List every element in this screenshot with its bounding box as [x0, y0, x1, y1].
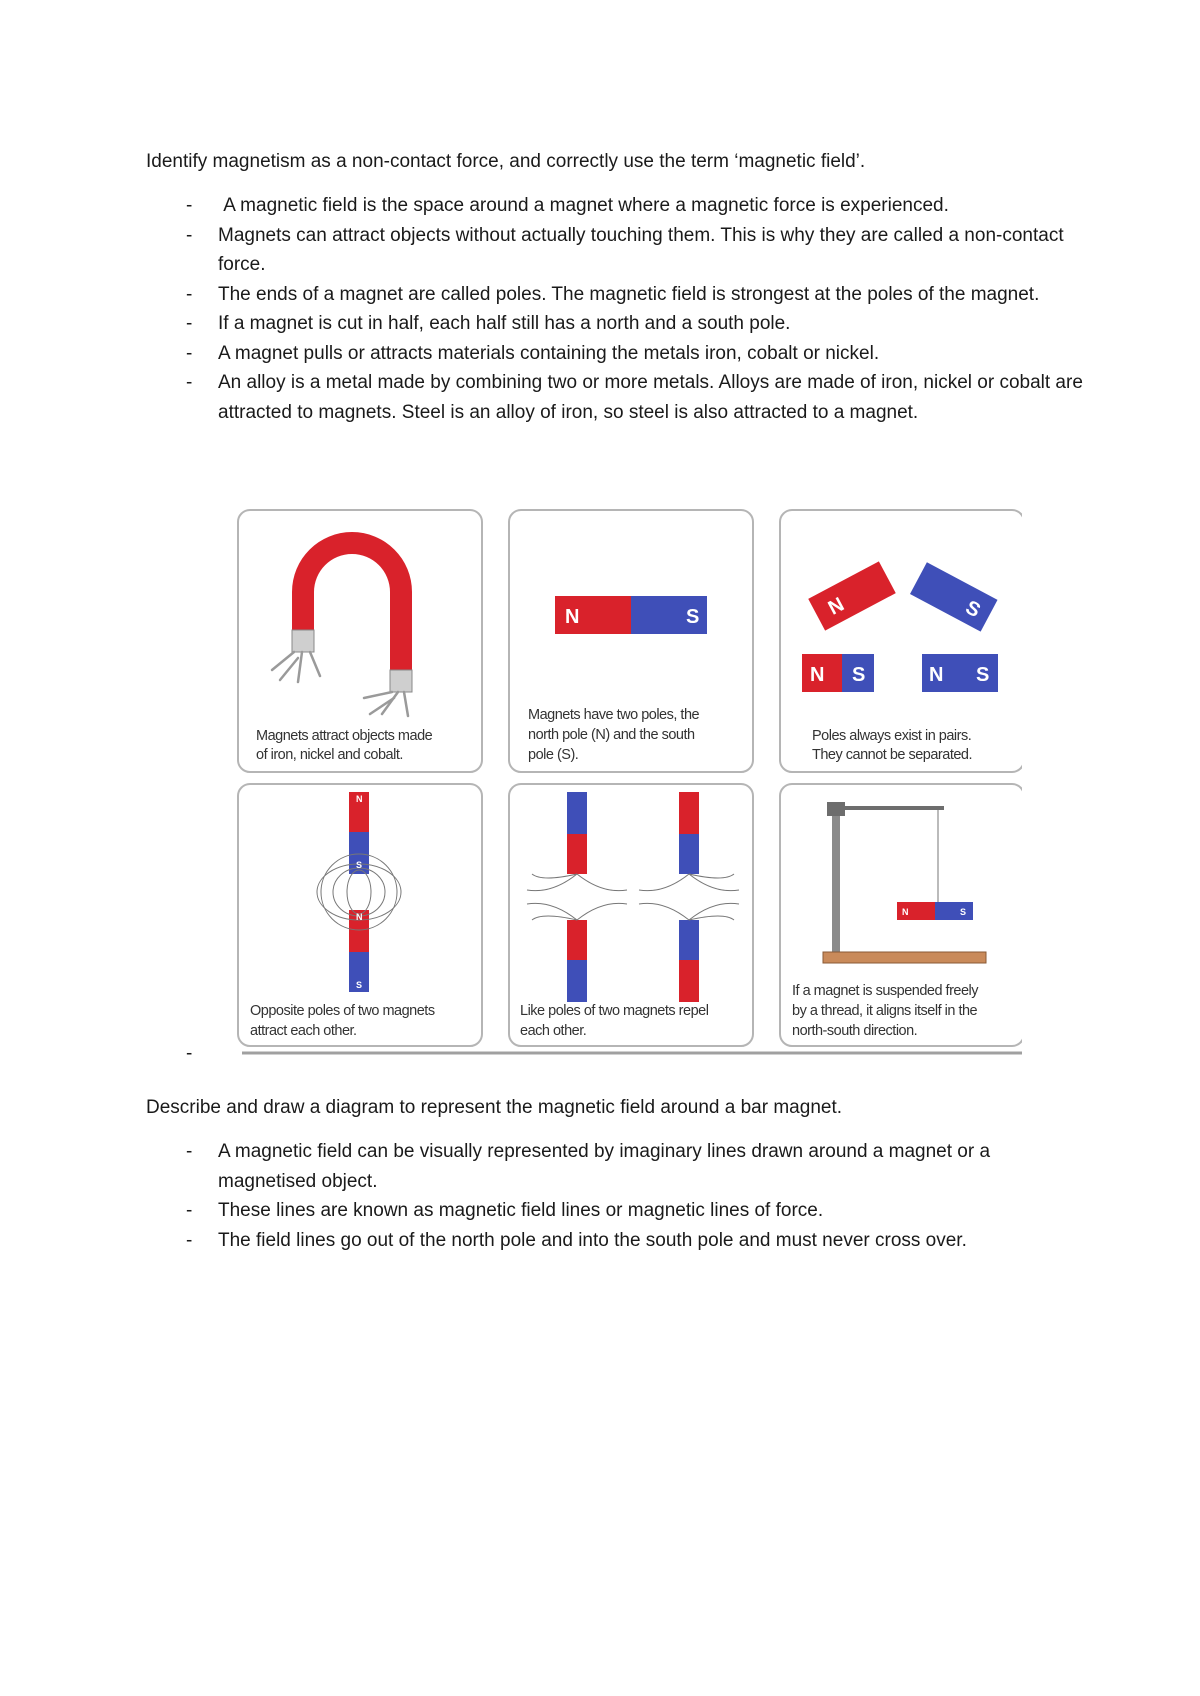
- panel-caption-1-line-1: Magnets attract objects made: [256, 728, 433, 744]
- panel-caption-2-line-1: Magnets have two poles, the: [528, 707, 700, 723]
- panel-caption-6-line-3: north-south direction.: [792, 1023, 918, 1039]
- magnetism-figure: [232, 502, 1022, 1062]
- bullet-dash: -: [186, 1200, 193, 1221]
- svg-text:N: N: [902, 907, 909, 917]
- svg-text:S: S: [960, 907, 967, 917]
- south-pole-label: S: [686, 606, 700, 628]
- list-item: - An alloy is a metal made by combining two or more metals. Alloys are made of iron, nickel or cobalt are attracted to magnets. Steel is an alloy of iron, so steel is also attracted to a magnet.: [146, 368, 1086, 427]
- north-pole-label-broken-right: N: [929, 664, 944, 686]
- bullet-dash: -: [186, 342, 193, 364]
- svg-text:S: S: [356, 860, 363, 870]
- panel-caption-5-line-2: each other.: [520, 1023, 587, 1039]
- svg-text:N: N: [356, 794, 363, 804]
- south-pole-label-broken-right: S: [976, 664, 990, 686]
- panel-caption-5-line-1: Like poles of two magnets repel: [520, 1003, 709, 1019]
- panel-caption-6-line-2: by a thread, it aligns itself in the: [792, 1003, 978, 1019]
- list-item: - The field lines go out of the north pole and into the south pole and must never cross over.: [146, 1226, 1086, 1256]
- panel-caption-3-line-2: They cannot be separated.: [812, 747, 973, 763]
- svg-text:S: S: [961, 596, 984, 623]
- panel-caption-2-line-3: pole (S).: [528, 747, 579, 763]
- stray-bullet-dash: -: [186, 1043, 193, 1064]
- bullet-dash: -: [186, 313, 193, 334]
- bullet-dash: -: [186, 1141, 193, 1162]
- bullet-dash: -: [186, 195, 193, 216]
- list-item: - The ends of a magnet are called poles. The magnetic field is strongest at the poles of the magnet.: [146, 280, 1086, 310]
- list-item: - These lines are known as magnetic field lines or magnetic lines of force.: [146, 1196, 1086, 1226]
- panel-caption-6-line-1: If a magnet is suspended freely: [792, 983, 979, 999]
- panel-caption-4-line-1: Opposite poles of two magnets: [250, 1003, 435, 1019]
- list-item: - A magnetic field can be visually represented by imaginary lines drawn around a magnet or a magnetised object.: [146, 1137, 1086, 1196]
- panel-caption-2-line-2: north pole (N) and the south: [528, 727, 695, 743]
- magnetism-diagram: [232, 502, 1022, 1062]
- panel-caption-3-line-1: Poles always exist in pairs.: [812, 728, 972, 744]
- svg-text:N: N: [356, 912, 363, 922]
- bar-magnet-icon: [555, 596, 707, 634]
- list-item: - A magnet pulls or attracts materials containing the metals iron, cobalt or nickel.: [146, 339, 1086, 369]
- list-item: - If a magnet is cut in half, each half still has a north and a south pole.: [146, 309, 1086, 339]
- svg-text:N: N: [824, 593, 848, 620]
- list-item: - A magnetic field is the space around a magnet where a magnetic force is experienced.: [146, 191, 1086, 221]
- south-pole-label-broken-left: S: [852, 664, 866, 686]
- north-pole-label: N: [565, 606, 580, 628]
- north-pole-label-broken-left: N: [810, 664, 825, 686]
- panel-caption-4-line-2: attract each other.: [250, 1023, 357, 1039]
- bullet-dash: -: [186, 283, 193, 305]
- svg-text:S: S: [356, 980, 363, 990]
- list-item: - Magnets can attract objects without actually touching them. This is why they are called a non-contact force.: [146, 221, 1086, 280]
- section1-bullet-list: [146, 191, 1086, 427]
- section2-heading: Describe and draw a diagram to represent the magnetic field around a bar magnet.: [146, 1097, 843, 1118]
- bullet-dash: -: [186, 224, 193, 246]
- panel-caption-1-line-2: of iron, nickel and cobalt.: [256, 747, 403, 763]
- section1-heading: Identify magnetism as a non-contact force, and correctly use the term ‘magnetic field’.: [146, 151, 866, 172]
- bullet-dash: -: [186, 1229, 193, 1251]
- bullet-dash: -: [186, 372, 193, 393]
- section2-bullet-list: [146, 1137, 1086, 1255]
